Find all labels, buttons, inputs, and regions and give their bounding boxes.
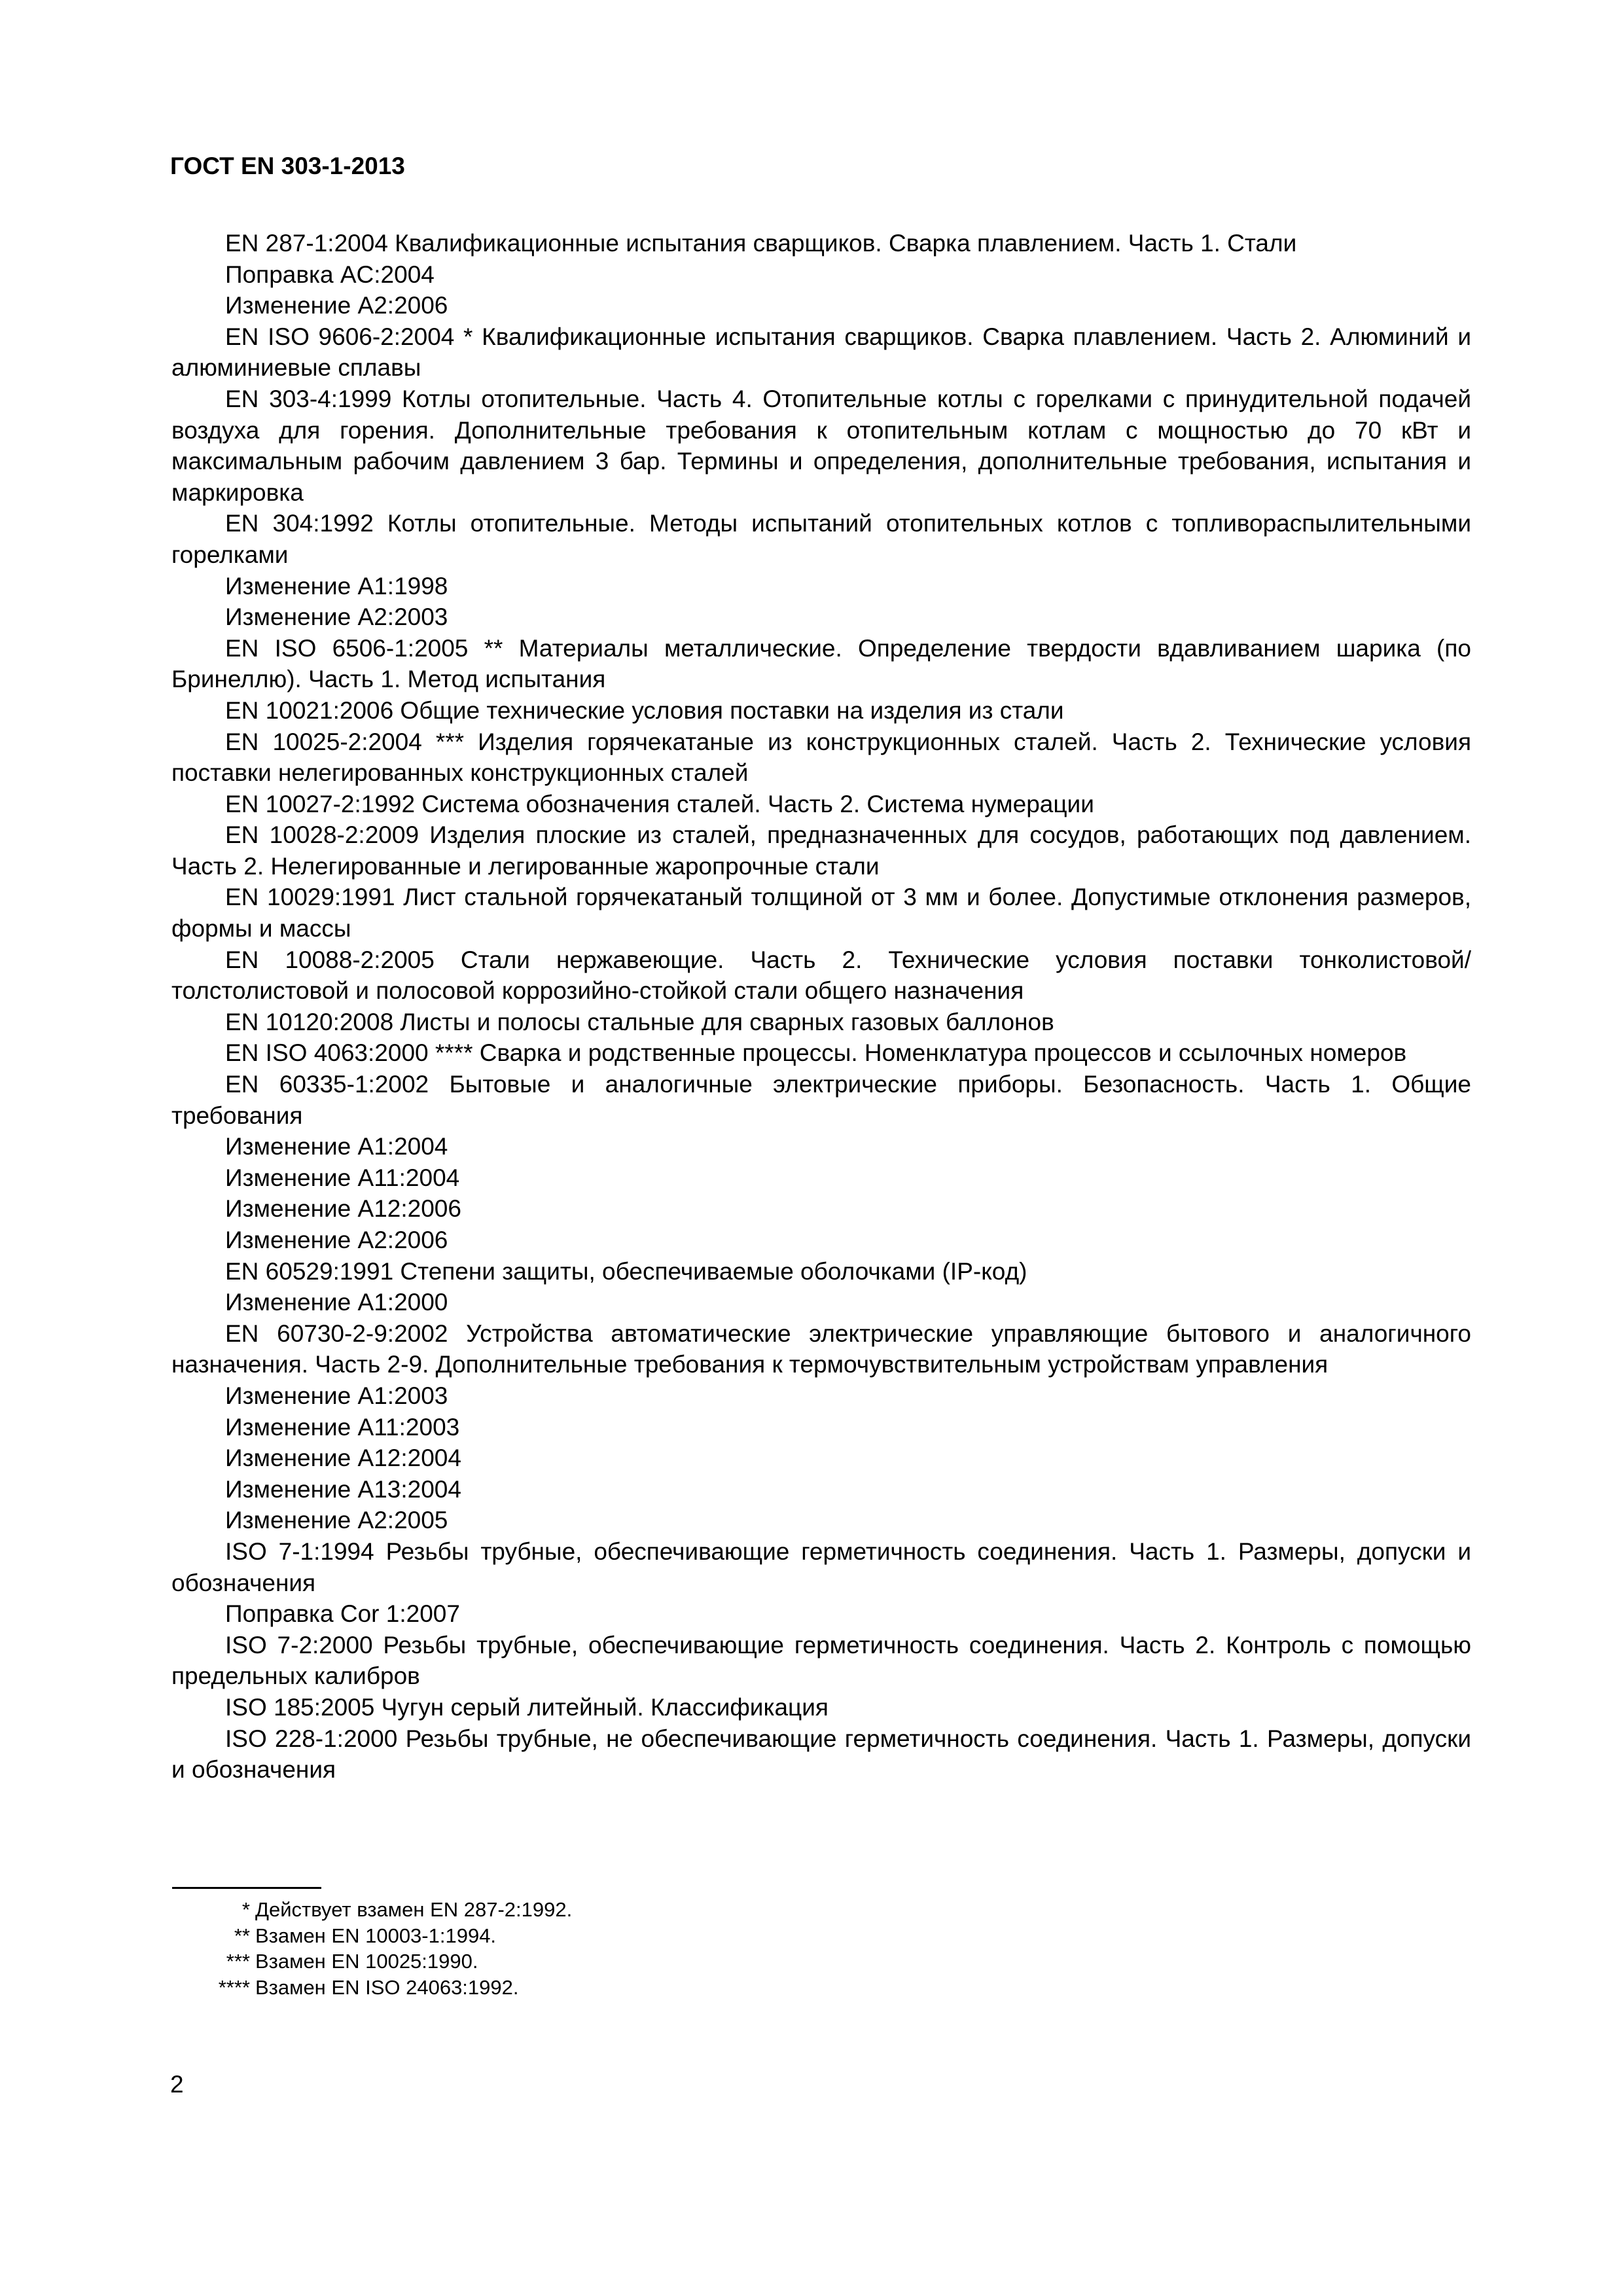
footnote [171, 1948, 760, 1975]
reference-item: EN 303-4:1999 Котлы отопительные. Часть 4. Отопительные котлы с горелками с принудительной подачей воздуха для горения. Дополнительные требования к отопительным котлам с мощностью до 70 кВт и максимальным рабочим давлением 3 бар. Термины и определения, дополнительные требования, испытания и маркировка [171, 385, 1471, 506]
reference-item: EN 10027-2:1992 Система обозначения сталей. Часть 2. Система нумерации [225, 790, 1094, 817]
reference-item: Изменение А2:2006 [225, 292, 448, 319]
footnote [171, 1923, 760, 1949]
reference-item: ISO 7-1:1994 Резьбы трубные, обеспечивающие герметичность соединения. Часть 1. Размеры, допуски и обозначения [171, 1537, 1471, 1596]
reference-item: Изменение А1:2000 [225, 1289, 448, 1316]
reference-item: Изменение А12:2006 [225, 1195, 461, 1223]
reference-item: EN 60335-1:2002 Бытовые и аналогичные электрические приборы. Безопасность. Часть 1. Общие требования [171, 1071, 1471, 1129]
footnote-text: Взамен EN 10025:1990. [255, 1950, 478, 1973]
footnote-text: Действует взамен EN 287-2:1992. [255, 1898, 573, 1921]
reference-item: EN 10025-2:2004 *** Изделия горячекатаные из конструкционных сталей. Часть 2. Технические условия поставки нелегированных конструкционных сталей [171, 728, 1471, 787]
reference-item: EN 10088-2:2005 Стали нержавеющие. Часть 2. Технические условия поставки тонколистовой/ толстолистовой и полосовой коррозийно-стойкой стали общего назначения [171, 946, 1471, 1005]
reference-item: Изменение А2:2003 [225, 603, 448, 631]
footnotes [171, 1897, 760, 2000]
reference-item: Изменение А11:2004 [225, 1164, 460, 1191]
reference-item: ISO 185:2005 Чугун серый литейный. Классификация [225, 1693, 829, 1721]
footnote-text: Взамен EN 10003-1:1994. [255, 1924, 497, 1947]
reference-item: Изменение А2:2005 [225, 1507, 448, 1534]
reference-item: EN ISO 4063:2000 **** Сварка и родственные процессы. Номенклатура процессов и ссылочных номеров [225, 1039, 1407, 1067]
reference-item: EN 304:1992 Котлы отопительные. Методы испытаний отопительных котлов с топливораспылительными горелками [171, 510, 1471, 568]
footnote-text: Взамен EN ISO 24063:1992. [255, 1975, 519, 1999]
reference-item: EN 10029:1991 Лист стальной горячекатаный толщиной от 3 мм и более. Допустимые отклонения размеров, формы и массы [171, 884, 1471, 942]
footnote-mark: **** [218, 1975, 250, 1999]
reference-item: ISO 7-2:2000 Резьбы трубные, обеспечивающие герметичность соединения. Часть 2. Контроль с помощью предельных калибров [171, 1631, 1471, 1690]
reference-item: Поправка AC:2004 [225, 260, 435, 288]
reference-item: EN 10120:2008 Листы и полосы стальные для сварных газовых баллонов [225, 1008, 1054, 1035]
reference-item: Изменение А1:2004 [225, 1133, 448, 1160]
footnote [171, 1975, 760, 2001]
reference-item: EN ISO 9606-2:2004 * Квалификационные испытания сварщиков. Сварка плавлением. Часть 2. Алюминий и алюминиевые сплавы [171, 323, 1471, 382]
references-list [171, 228, 1471, 1785]
reference-item: EN 60529:1991 Степени защиты, обеспечиваемые оболочками (IP-код) [225, 1257, 1027, 1285]
reference-item: EN 10021:2006 Общие технические условия поставки на изделия из стали [225, 696, 1064, 724]
footnote [171, 1897, 760, 1923]
reference-item: EN 287-1:2004 Квалификационные испытания сварщиков. Сварка плавлением. Часть 1. Стали [225, 230, 1297, 257]
reference-item: Изменение А1:1998 [225, 572, 448, 600]
reference-item: Изменение А11:2003 [225, 1413, 460, 1441]
footnote-mark: *** [226, 1950, 250, 1973]
footnote-mark: ** [234, 1924, 250, 1947]
reference-item: ISO 228-1:2000 Резьбы трубные, не обеспечивающие герметичность соединения. Часть 1. Размеры, допуски и обозначения [171, 1725, 1471, 1784]
reference-item: EN 60730-2-9:2002 Устройства автоматические электрические управляющие бытового и аналогичного назначения. Часть 2-9. Дополнительные требования к термочувствительным устройствам управления [171, 1319, 1471, 1378]
page-number: 2 [170, 2071, 184, 2098]
reference-item: Изменение А2:2006 [225, 1227, 448, 1253]
reference-item: EN ISO 6506-1:2005 ** Материалы металлические. Определение твердости вдавливанием шарика (по Бринеллю). Часть 1. Метод испытания [171, 634, 1471, 693]
footnote-divider [172, 1887, 321, 1889]
page-header-title: ГОСТ EN 303-1-2013 [170, 152, 405, 179]
reference-item: EN 10028-2:2009 Изделия плоские из сталей, предназначенных для сосудов, работающих под давлением. Часть 2. Нелегированные и легированные жаропрочные стали [171, 821, 1471, 880]
reference-item: Изменение А13:2004 [225, 1475, 461, 1503]
footnote-mark: * [241, 1898, 250, 1921]
reference-item: Изменение А12:2004 [225, 1444, 461, 1472]
reference-item: Поправка Cor 1:2007 [225, 1600, 460, 1628]
reference-item: Изменение А1:2003 [225, 1382, 448, 1409]
